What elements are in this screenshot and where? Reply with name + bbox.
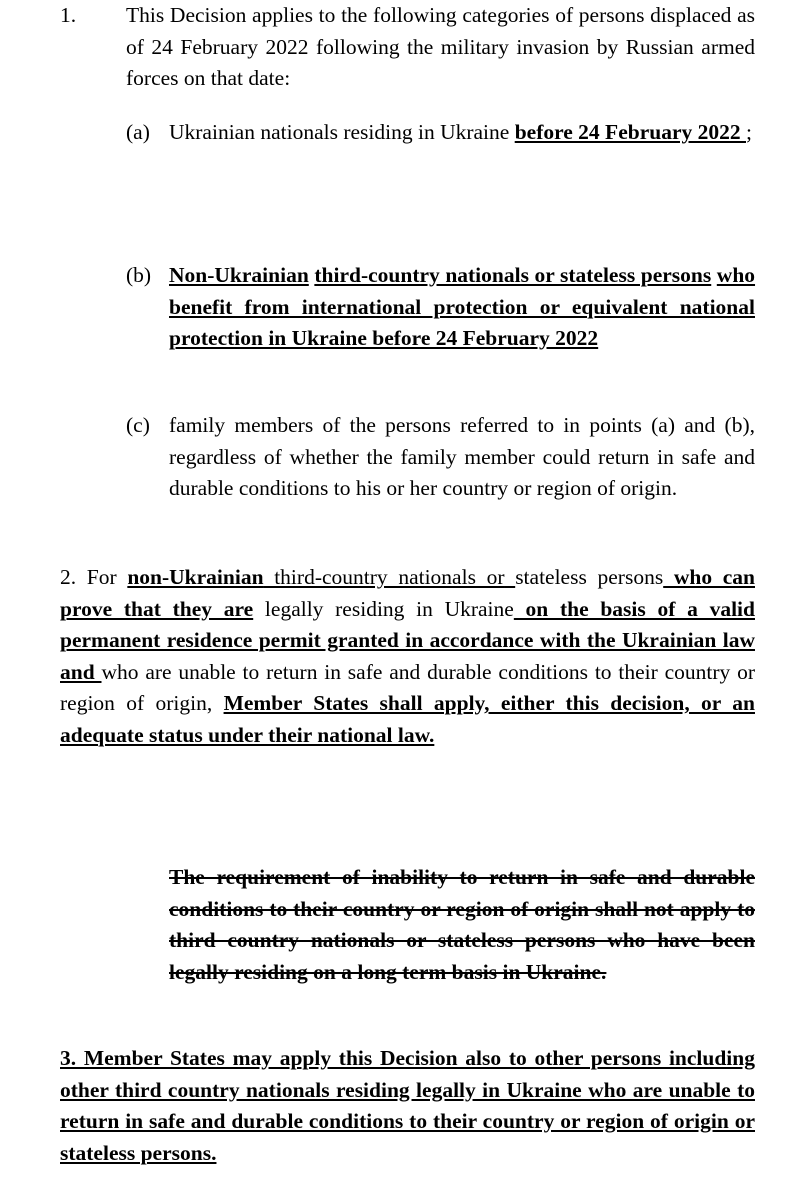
p2-t5: stateless persons xyxy=(515,565,664,589)
paragraph-1-number: 1. xyxy=(60,3,77,27)
item-b-text-3: who benefit from international protection or equivalent national protection in Ukraine before 24 February 2022 xyxy=(169,263,756,350)
item-a-label: (a) xyxy=(126,120,150,144)
item-a-text: Ukrainian nationals residing in Ukraine xyxy=(169,120,515,144)
item-a-end: ; xyxy=(746,120,752,144)
item-a-date: before 24 February 2022 xyxy=(514,120,746,144)
paragraph-2 xyxy=(60,562,755,751)
paragraph-1-text: This Decision applies to the following categories of persons displaced as of 24 February 2022 following the military invasion by Russian armed forces on that date: xyxy=(126,3,755,90)
p2-t1: 2. For xyxy=(60,565,128,589)
item-c-label: (c) xyxy=(126,413,150,437)
item-b-text-2: third-country nationals or stateless persons xyxy=(314,263,712,287)
item-b-label: (b) xyxy=(126,263,152,287)
item-a xyxy=(169,117,755,149)
p2-t4 xyxy=(505,565,516,589)
p2-t9: who are unable to return in safe and durable conditions to their country or region of origin, xyxy=(60,659,755,715)
p2-t6: who can prove that they are xyxy=(60,565,755,621)
p2-t2: non-Ukrainian xyxy=(127,565,264,589)
p2-t3: third-country nationals or xyxy=(263,565,505,589)
deleted-paragraph: The requirement of inability to return in safe and durable conditions to their country or region of origin shall not apply to third country nationals or stateless persons who have been legally residing on a long term basis in Ukraine. xyxy=(169,865,755,984)
paragraph-3: 3. Member States may apply this Decision also to other persons including other third country nationals residing legally in Ukraine who are unable to return in safe and durable conditions to their country or region of origin or stateless persons. xyxy=(60,1046,755,1165)
p2-t7: legally residing in Ukraine xyxy=(253,596,514,621)
item-b-text-1: Non-Ukrainian xyxy=(169,263,309,287)
item-b xyxy=(169,260,755,355)
item-c-text: family members of the persons referred to in points (a) and (b), regardless of whether the family member could return in safe and durable conditions to his or her country or region of origin. xyxy=(169,413,755,500)
p2-t8: on the basis of a valid permanent residence permit granted in accordance with the Ukrainian law and xyxy=(60,596,755,684)
p2-t10: Member States shall apply, either this decision, or an adequate status under their national law. xyxy=(60,691,755,747)
